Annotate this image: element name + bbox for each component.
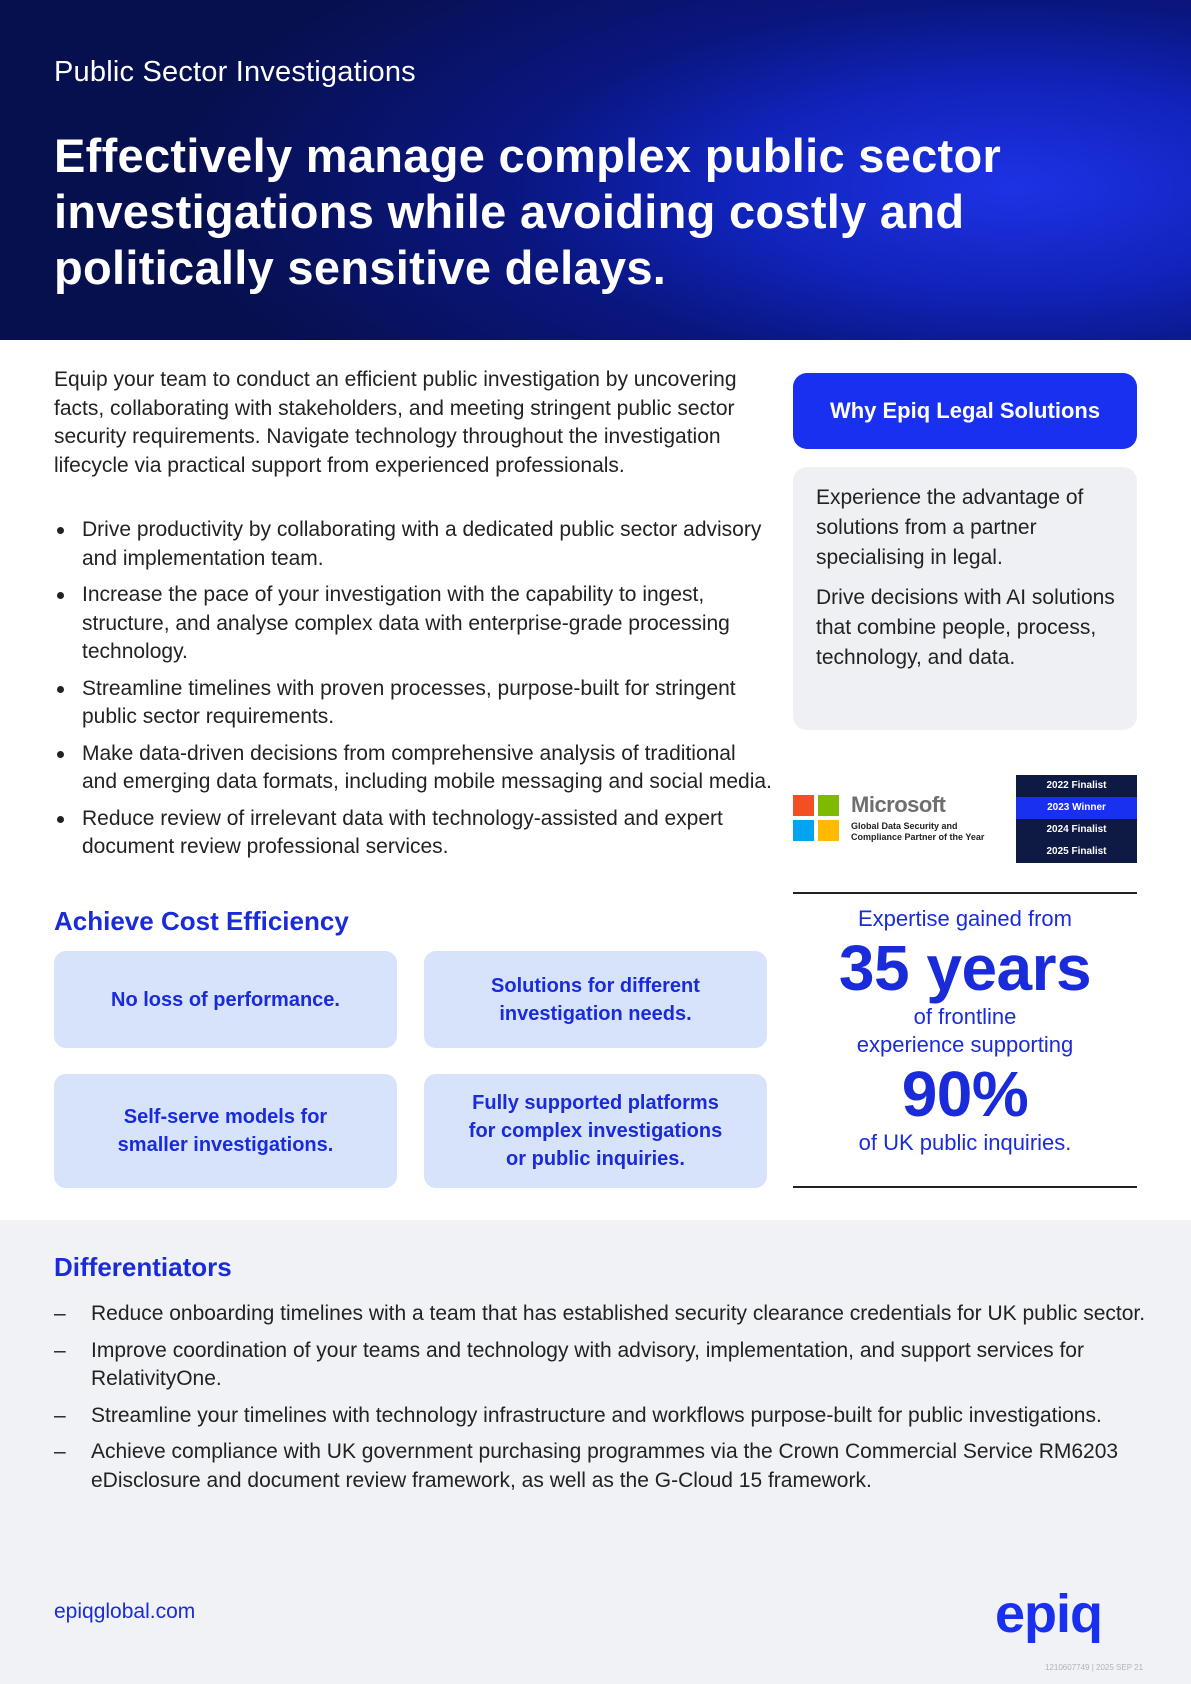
microsoft-award [793,775,1137,865]
badge-2023: 2023 Winner [1016,797,1137,819]
why-paragraph-2: Drive decisions with AI solutions that combine people, process, technology, and data. [816,586,1115,669]
badge-2022: 2022 Finalist [1046,780,1107,791]
divider-bottom [793,1186,1137,1188]
bullet-icon [57,527,64,534]
document-id: 1210607749 | 2025 SEP 21 [1045,1663,1144,1672]
award-subtitle: Global Data Security and Compliance Partner of the Year [851,821,985,842]
page-title: Effectively manage complex public sector investigations while avoiding costly and politically sensitive delays. [54,129,1002,294]
hero-banner [0,0,1191,340]
dash-icon: – [54,1302,66,1325]
list-item: Reduce review of irrelevant data with technology-assisted and expert document review professional services. [54,805,774,862]
cost-card-supported-platforms: Fully supported platforms for complex investigations or public inquiries. [424,1074,767,1188]
stat-line-supporting: experience supporting [856,1032,1074,1057]
differentiators-heading: Differentiators [54,1252,232,1282]
bullet-icon [57,816,64,823]
list-item: Make data-driven decisions from comprehensive analysis of traditional and emerging data formats, including mobile messaging and social media. [54,740,774,797]
stat-years: 35 years [838,932,1092,1004]
stat-percent: 90% [901,1058,1029,1130]
cost-card-performance: No loss of performance. [54,951,397,1048]
epiq-logo: epiq [995,1584,1103,1644]
list-item: Streamline timelines with proven processes, purpose-built for stringent public sector requirements. [54,675,774,732]
cost-efficiency-heading: Achieve Cost Efficiency [54,906,349,936]
why-epiq-panel [793,467,1137,730]
page-kicker: Public Sector Investigations [54,56,416,88]
list-item: – Reduce onboarding timelines with a team that has established security clearance credentials for UK public sector. [54,1300,1154,1329]
dash-icon: – [54,1440,66,1463]
cost-card-self-serve: Self-serve models for smaller investigations. [54,1074,397,1188]
list-item: Increase the pace of your investigation with the capability to ingest, structure, and analyse complex data with enterprise-grade processing technology. [54,581,774,667]
badge-2024: 2024 Finalist [1046,824,1107,835]
experience-stats [793,905,1137,1157]
why-paragraph-1: Experience the advantage of solutions from a partner specialising in legal. [816,486,1084,569]
differentiators-list [54,1300,1154,1503]
intro-paragraph: Equip your team to conduct an efficient public investigation by uncovering facts, collaborating with stakeholders, and meeting stringent public sector security requirements. Navigate technology throughout the investigation lifecycle via practical support from experienced professionals. [54,368,737,477]
list-item: Drive productivity by collaborating with a dedicated public sector advisory and implementation team. [54,516,774,573]
dash-icon: – [54,1338,66,1362]
bullet-icon [57,751,64,758]
stat-line-inquiries: of UK public inquiries. [858,1130,1072,1155]
bullet-icon [57,592,64,599]
stat-intro: Expertise gained from [858,906,1072,931]
benefit-list [54,516,774,870]
list-item: – Streamline your timelines with technology infrastructure and workflows purpose-built for public investigations. [54,1402,1154,1431]
website-link[interactable]: epiqglobal.com [54,1600,196,1623]
microsoft-logo-icon [793,795,839,841]
dash-icon: – [54,1403,66,1427]
cost-card-solutions: Solutions for different investigation needs. [424,951,767,1048]
microsoft-wordmark: Microsoft [851,792,946,817]
list-item: – Improve coordination of your teams and technology with advisory, implementation, and support services for RelativityOne. [54,1338,1084,1390]
badge-2025: 2025 Finalist [1046,846,1107,857]
bullet-icon [57,686,64,693]
stat-line-frontline: of frontline [913,1004,1017,1029]
list-item: – Achieve compliance with UK government purchasing programmes via the Crown Commercial Service RM6203 eDisclosure and document review framework, as well as the G-Cloud 15 framework. [54,1440,1119,1492]
divider-top [793,892,1137,894]
award-badges [1016,775,1137,863]
why-epiq-button[interactable]: Why Epiq Legal Solutions [793,373,1137,449]
